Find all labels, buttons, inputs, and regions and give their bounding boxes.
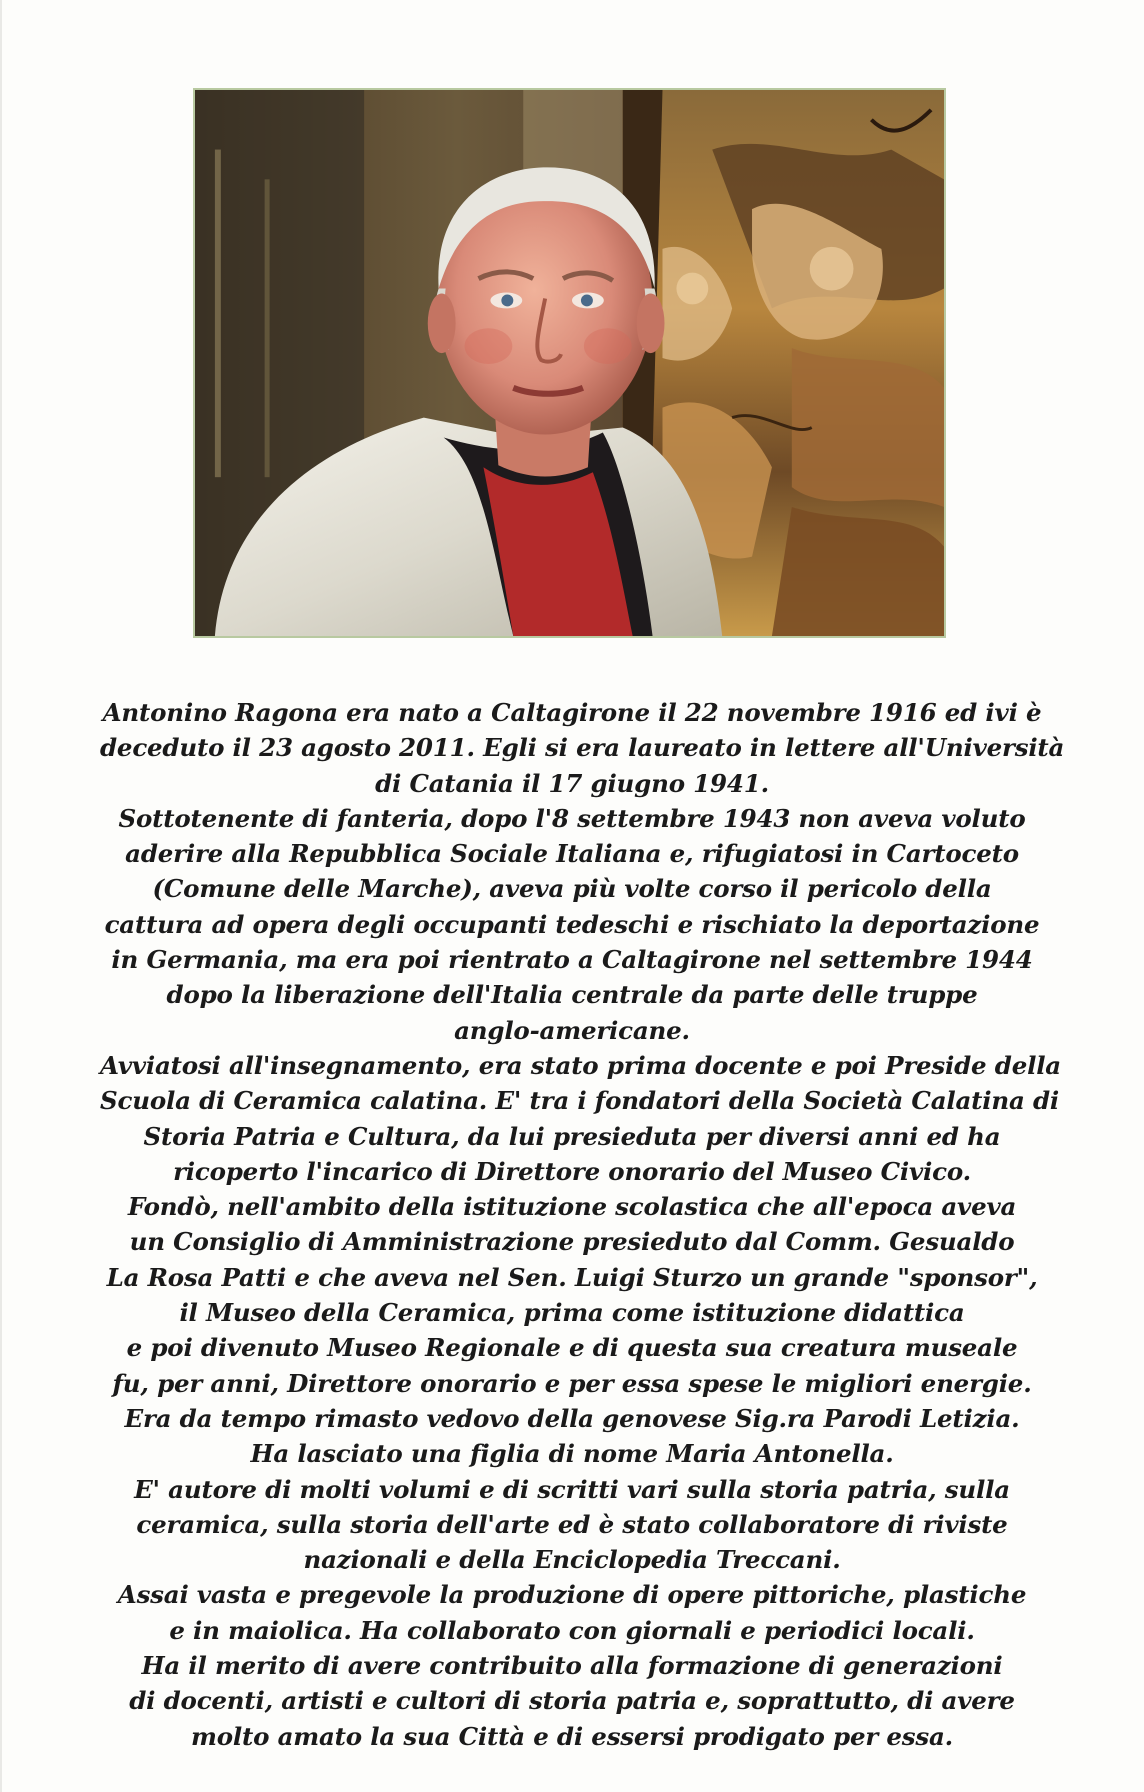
bio-line: La Rosa Patti e che aveva nel Sen. Luigi Sturzo un grande "sponsor", [106,1262,1038,1292]
bio-line: deceduto il 23 agosto 2011. Egli si era laureato in lettere all'Università [100,733,1065,763]
bio-line: Sottotenente di fanteria, dopo l'8 settembre 1943 non aveva voluto [118,803,1026,833]
portrait-illustration [195,90,944,636]
bio-line: un Consiglio di Amministrazione presieduto dal Comm. Gesualdo [129,1227,1015,1257]
bio-line: ceramica, sulla storia dell'arte ed è stato collaboratore di riviste [136,1509,1008,1539]
bio-line: ricoperto l'incarico di Direttore onorario del Museo Civico. [173,1156,971,1186]
bio-line: anglo-americane. [454,1015,690,1045]
bio-line: molto amato la sua Città e di essersi prodigato per essa. [191,1721,953,1751]
bio-line: Storia Patria e Cultura, da lui presieduta per diversi anni ed ha [143,1121,1001,1151]
bio-line: Fondò, nell'ambito della istituzione scolastica che all'epoca aveva [127,1192,1017,1222]
bio-line: in Germania, ma era poi rientrato a Caltagirone nel settembre 1944 [111,945,1033,975]
biography-text [100,695,1065,1754]
bio-line: il Museo della Ceramica, prima come istituzione didattica [179,1298,965,1328]
bio-line: nazionali e della Enciclopedia Treccani. [303,1545,841,1575]
bio-line: cattura ad opera degli occupanti tedeschi e rischiato la deportazione [104,909,1040,939]
bio-line: Scuola di Ceramica calatina. E' tra i fondatori della Società Calatina di [100,1086,1060,1116]
bio-line: E' autore di molti volumi e di scritti vari sulla storia patria, sulla [134,1474,1010,1504]
bio-line: e in maiolica. Ha collaborato con giornali e periodici locali. [169,1615,975,1645]
bio-line: Ha lasciato una figlia di nome Maria Antonella. [250,1439,894,1469]
portrait-photo [193,88,946,638]
bio-line: Assai vasta e pregevole la produzione di opere pittoriche, plastiche [117,1580,1027,1610]
bio-line: Antonino Ragona era nato a Caltagirone il 22 novembre 1916 ed ivi è [102,698,1042,727]
bio-line: di Catania il 17 giugno 1941. [375,768,769,798]
bio-line: (Comune delle Marche), aveva più volte corso il pericolo della [152,874,992,904]
bio-line: di docenti, artisti e cultori di storia patria e, soprattutto, di avere [129,1686,1015,1716]
bio-line: fu, per anni, Direttore onorario e per essa spese le migliori energie. [112,1368,1032,1398]
bio-line: aderire alla Repubblica Sociale Italiana e, rifugiatosi in Cartoceto [125,839,1019,869]
bio-line: Avviatosi all'insegnamento, era stato prima docente e poi Preside della [100,1050,1061,1080]
bio-line: dopo la liberazione dell'Italia centrale da parte delle truppe [166,980,978,1010]
bio-line: Era da tempo rimasto vedovo della genovese Sig.ra Parodi Letizia. [124,1403,1020,1433]
bio-line: Ha il merito di avere contribuito alla formazione di generazioni [141,1651,1003,1681]
bio-line: e poi divenuto Museo Regionale e di questa sua creatura museale [126,1333,1018,1363]
